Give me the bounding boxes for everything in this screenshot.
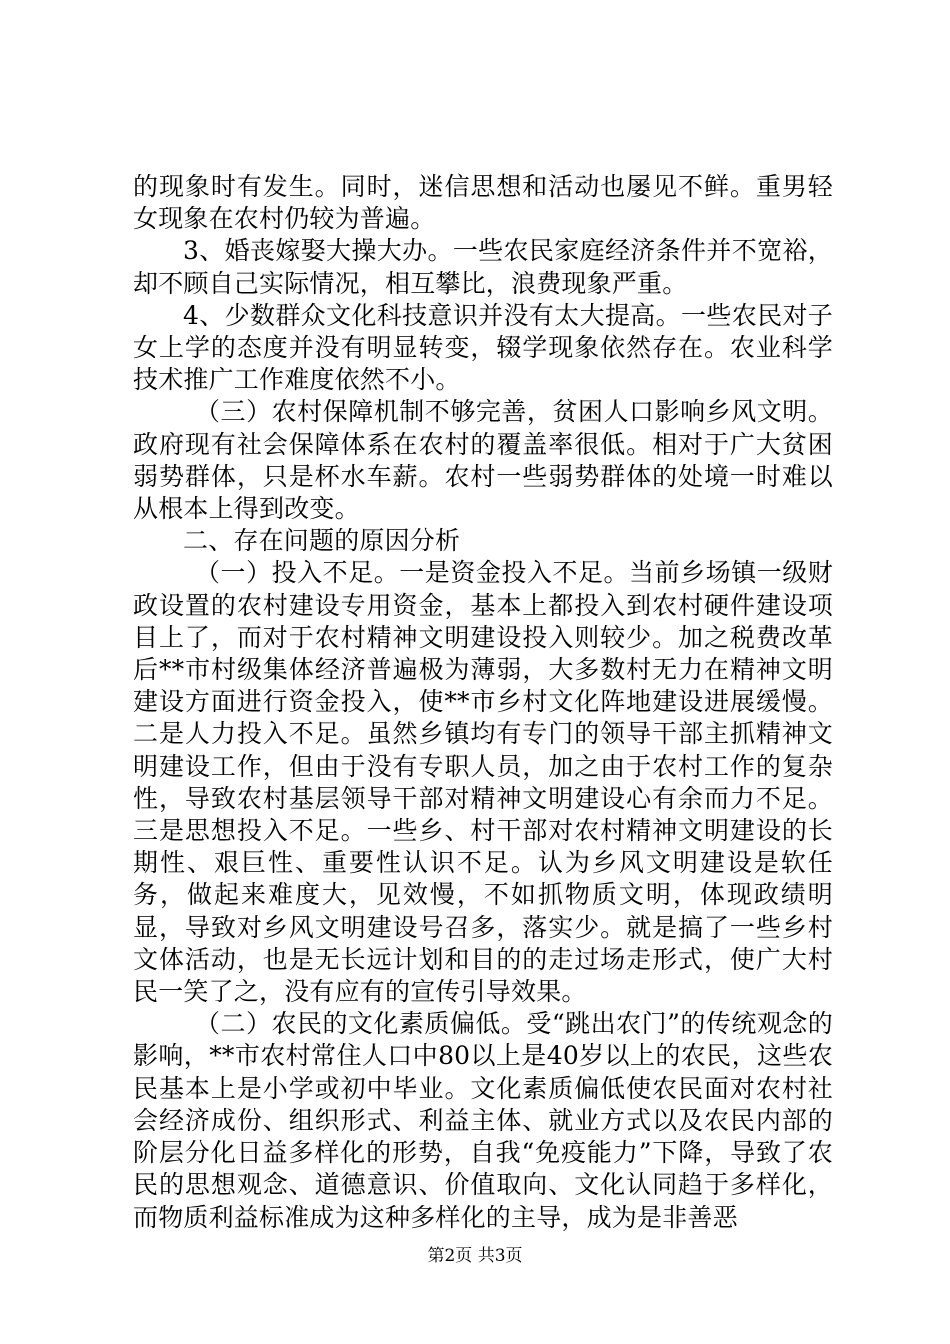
section-heading-2: 二、存在问题的原因分析 [183,526,461,556]
page-footer: 第2页 共3页 [427,1246,523,1266]
paragraph-continuation: 的现象时有发生。同时，迷信思想和活动也屡见不鲜。重男轻女现象在农村仍较为普遍。 [133,172,833,234]
paragraph-item-4: 4、少数群众文化科技意识并没有太大提高。一些农民对子女上学的态度并没有明显转变，辍学现象依然存在。农业科学技术推广工作难度依然不小。 [133,300,833,395]
paragraph-cause-2: （二）农民的文化素质偏低。受“跳出农门”的传统观念的影响，**市农村常住人口中80以上是40岁以上的农民，这些农民基本上是小学或初中毕业。文化素质偏低使农民面对农村社会经济成份、组织形式、利益主体、就业方式以及农民内部的阶层分化日益多样化的形势，自我“免疫能力”下降，导致了农民的思想观念、道德意识、价值取向、文化认同趋于多样化，而物质利益标准成为这种多样化的主导，成为是非善恶 [133,1009,833,1232]
paragraph-cause-1: （一）投入不足。一是资金投入不足。当前乡场镇一级财政设置的农村建设专用资金，基本上都投入到农村硬件建设项目上了，而对于农村精神文明建设投入则较少。加之税费改革后**市村级集体经济普遍极为薄弱，大多数村无力在精神文明建设方面进行资金投入，使**市乡村文化阵地建设进展缓慢。二是人力投入不足。虽然乡镇均有专门的领导干部主抓精神文明建设工作，但由于没有专职人员，加之由于农村工作的复杂性，导致农村基层领导干部对精神文明建设心有余而力不足。三是思想投入不足。一些乡、村干部对农村精神文明建设的长期性、艰巨性、重要性认识不足。认为乡风文明建设是软任务，做起来难度大，见效慢，不如抓物质文明，体现政绩明显，导致对乡风文明建设号召多，落实少。就是搞了一些乡村文体活动，也是无长远计划和目的的走过场走形式，使广大村民一笑了之，没有应有的宣传引导效果。 [133,558,833,1007]
document-body [133,171,833,1234]
paragraph-section-3: （三）农村保障机制不够完善，贫困人口影响乡风文明。政府现有社会保障体系在农村的覆盖率很低。相对于广大贫困弱势群体，只是杯水车薪。农村一些弱势群体的处境一时难以从根本上得到改变。 [133,397,833,524]
paragraph-item-3: 3、婚丧嫁娶大操大办。一些农民家庭经济条件并不宽裕，却不顾自己实际情况，相互攀比，浪费现象严重。 [133,236,833,298]
